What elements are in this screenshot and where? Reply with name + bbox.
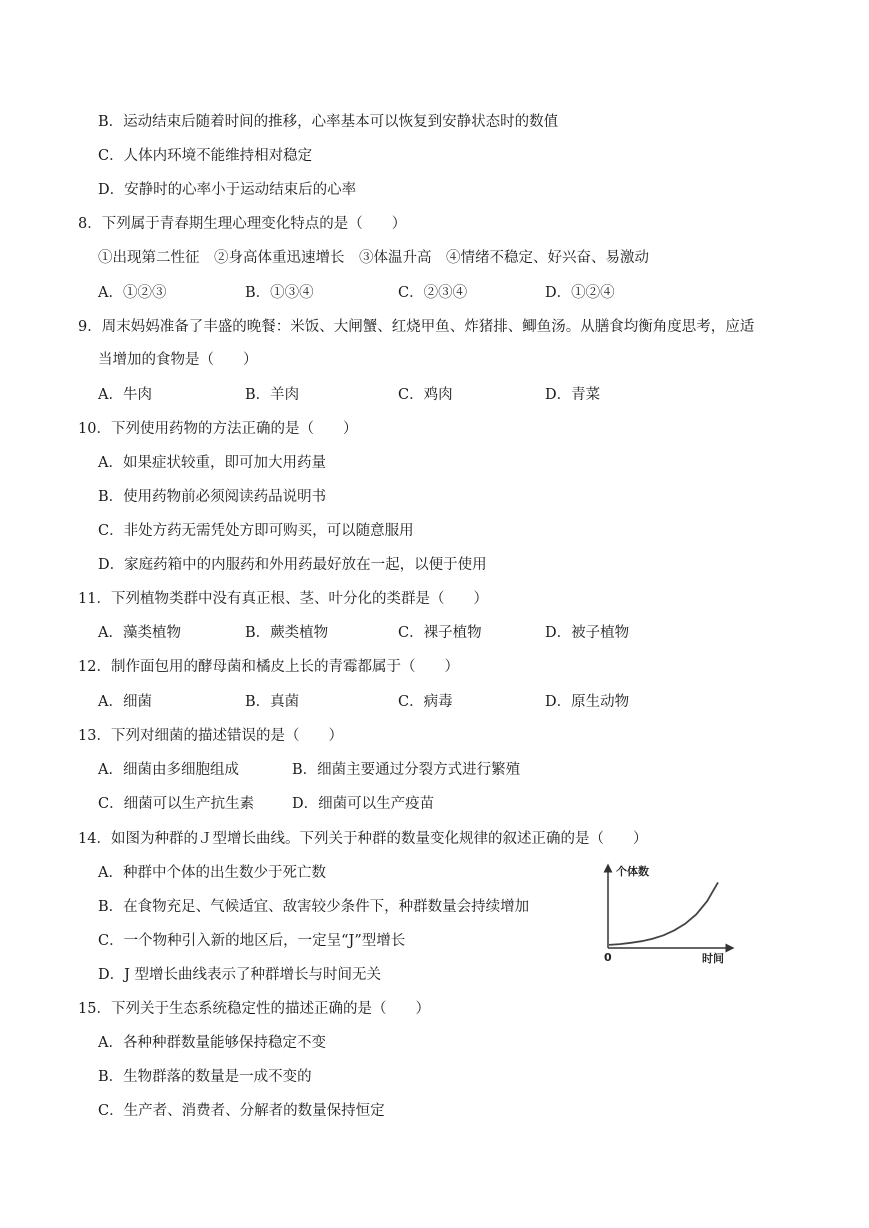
- q12-stem: 12．制作面包用的酵母菌和橘皮上长的青霉都属于（ ）: [78, 659, 459, 675]
- q9-stem-line1: 9．周末妈妈准备了丰盛的晚餐：米饭、大闸蟹、红烧甲鱼、炸猪排、鲫鱼汤。从膳食均衡角度思考，应适: [78, 319, 755, 335]
- q13-option-d: D．细菌可以生产疫苗: [292, 796, 435, 812]
- q7-option-d: D．安静时的心率小于运动结束后的心率: [98, 182, 357, 198]
- q10-option-c: C．非处方药无需凭处方即可购买，可以随意服用: [98, 523, 414, 539]
- q10-option-b: B．使用药物前必须阅读药品说明书: [98, 489, 327, 505]
- q15-stem: 15．下列关于生态系统稳定性的描述正确的是（ ）: [78, 1001, 430, 1017]
- q7-option-c: C．人体内环境不能维持相对稳定: [98, 148, 313, 164]
- q13-option-a: A．细菌由多细胞组成: [98, 762, 239, 778]
- q14-option-b: B．在食物充足、气候适宜、敌害较少条件下，种群数量会持续增加: [98, 899, 530, 915]
- q13-option-c: C．细菌可以生产抗生素: [98, 796, 255, 812]
- y-axis-label: 个体数: [616, 865, 649, 878]
- q14-option-c: C．一个物种引入新的地区后，一定呈“J”型增长: [98, 933, 406, 949]
- q11-option-b: B．蕨类植物: [245, 625, 329, 641]
- q11-stem: 11．下列植物类群中没有真正根、茎、叶分化的类群是（ ）: [78, 591, 488, 607]
- q12-option-d: D．原生动物: [545, 694, 630, 710]
- q14-option-d: D．J 型增长曲线表示了种群增长与时间无关: [98, 967, 382, 983]
- q8-option-b: B．①③④: [245, 285, 314, 301]
- q13-stem: 13．下列对细菌的描述错误的是（ ）: [78, 728, 343, 744]
- j-curve-chart: [598, 860, 738, 965]
- q8-option-c: C．②③④: [398, 285, 468, 301]
- q10-option-d: D．家庭药箱中的内服药和外用药最好放在一起，以便于使用: [98, 557, 487, 573]
- q14-option-a: A．种群中个体的出生数少于死亡数: [98, 865, 326, 881]
- q9-option-d: D．青菜: [545, 387, 601, 403]
- q10-option-a: A．如果症状较重，即可加大用药量: [98, 455, 326, 471]
- q8-option-a: A．①②③: [98, 285, 167, 301]
- q15-option-a: A．各种种群数量能够保持稳定不变: [98, 1035, 326, 1051]
- j-curve-line: [609, 882, 718, 945]
- q9-option-a: A．牛肉: [98, 387, 152, 403]
- origin-label: 0: [604, 951, 612, 964]
- q11-option-c: C．裸子植物: [398, 625, 482, 641]
- q9-option-b: B．羊肉: [245, 387, 300, 403]
- q12-option-a: A．细菌: [98, 694, 152, 710]
- q8-stem: 8．下列属于青春期生理心理变化特点的是（ ）: [78, 216, 407, 232]
- q9-stem-line2: 当增加的食物是（ ）: [98, 352, 258, 368]
- q15-option-c: C．生产者、消费者、分解者的数量保持恒定: [98, 1103, 385, 1119]
- q15-option-b: B．生物群落的数量是一成不变的: [98, 1069, 312, 1085]
- x-axis-label: 时间: [702, 952, 724, 965]
- q13-option-b: B．细菌主要通过分裂方式进行繁殖: [292, 762, 521, 778]
- q10-stem: 10．下列使用药物的方法正确的是（ ）: [78, 421, 358, 437]
- q8-option-d: D．①②④: [545, 285, 615, 301]
- q12-option-b: B．真菌: [245, 694, 300, 710]
- q7-option-b: B．运动结束后随着时间的推移，心率基本可以恢复到安静状态时的数值: [98, 114, 559, 130]
- q8-items: ①出现第二性征 ②身高体重迅速增长 ③体温升高 ④情绪不稳定、好兴奋、易激动: [98, 250, 649, 266]
- q14-stem: 14．如图为种群的Ｊ型增长曲线。下列关于种群的数量变化规律的叙述正确的是（ ）: [78, 831, 648, 847]
- q12-option-c: C．病毒: [398, 694, 453, 710]
- q11-option-d: D．被子植物: [545, 625, 630, 641]
- q9-option-c: C．鸡肉: [398, 387, 453, 403]
- q11-option-a: A．藻类植物: [98, 625, 181, 641]
